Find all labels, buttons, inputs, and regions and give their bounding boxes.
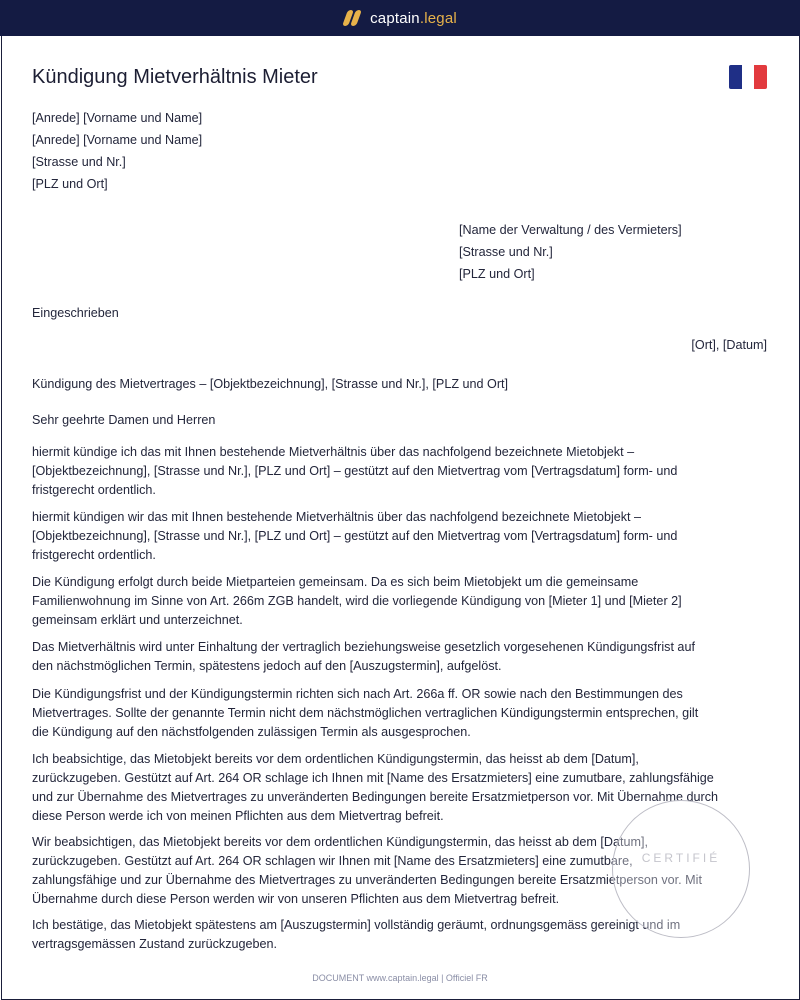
- shipping-method: Eingeschrieben: [32, 306, 119, 320]
- paragraph-line: zurückzugeben. Gestützt auf Art. 264 OR schlage ich Ihnen mit [Name des Ersatzmieters] eine zumutbare, zahlungsfähige: [32, 771, 714, 785]
- recipient-line: [Name der Verwaltung / des Vermieters]: [459, 223, 682, 237]
- sender-line: [Anrede] [Vorname und Name]: [32, 133, 203, 147]
- paragraph-line: vertragsgemässen Zustand zurückzugeben.: [32, 937, 278, 951]
- paragraph-line: Die Kündigungsfrist und der Kündigungstermin richten sich nach Art. 266a ff. OR sowie nach den Bestimmungen des: [32, 687, 683, 701]
- salutation: Sehr geehrte Damen und Herren: [32, 413, 216, 427]
- paragraph-line: diese Person werde ich von meinen Pflichten aus dem Mietvertrag befreit.: [32, 809, 444, 823]
- paragraph-line: die Kündigung auf den nächstfolgenden zulässigen Termin als ausgesprochen.: [32, 725, 471, 739]
- stamp-text: CERTIFIÉ: [641, 851, 721, 865]
- paragraph-line: Ich bestätige, das Mietobjekt spätestens am [Auszugstermin] vollständig geräumt, ordnungsgemäss gereinigt und im: [32, 918, 681, 932]
- paragraph-line: Mietvertrages. Sollte der genannte Termin nicht dem nächstmöglichen vertraglichen Kündigungstermin entsprechen, gilt: [32, 706, 699, 720]
- body-paragraph: [32, 508, 768, 565]
- paragraph-line: hiermit kündige ich das mit Ihnen bestehende Mietverhältnis über das nachfolgend bezeichnete Mietobjekt –: [32, 445, 635, 459]
- document-title: Kündigung Mietverhältnis Mieter: [32, 66, 318, 88]
- brand-tld: .legal: [419, 9, 457, 27]
- body-paragraph: [32, 443, 768, 500]
- paragraph-line: Wir beabsichtigen, das Mietobjekt bereits vor dem ordentlichen Kündigungstermin, das heisst ab dem [Datum],: [32, 835, 649, 849]
- recipient-line: [Strasse und Nr.]: [459, 245, 553, 259]
- paragraph-line: fristgerecht ordentlich.: [32, 483, 156, 497]
- certified-stamp: [612, 800, 750, 938]
- paragraph-line: [Objektbezeichnung], [Strasse und Nr.], [PLZ und Ort] – gestützt auf den Mietvertrag vom [Vertragsdatum] form- und: [32, 529, 678, 543]
- paragraph-line: Das Mietverhältnis wird unter Einhaltung der vertraglich beziehungsweise gesetzlich vorgesehenen Kündigungsfrist auf: [32, 640, 695, 654]
- paragraph-line: gemeinsam erklärt und unterzeichnet.: [32, 613, 243, 627]
- paragraph-line: hiermit kündigen wir das mit Ihnen bestehende Mietverhältnis über das nachfolgend bezeichnete Mietobjekt –: [32, 510, 642, 524]
- paragraph-line: fristgerecht ordentlich.: [32, 548, 156, 562]
- paragraph-line: zurückzugeben. Gestützt auf Art. 264 OR schlagen wir Ihnen mit [Name des Ersatzmieters] eine zumutbare,: [32, 854, 633, 868]
- france-flag-icon: [729, 65, 767, 89]
- brand[interactable]: [343, 10, 457, 27]
- body-paragraph: [32, 638, 768, 676]
- paragraph-line: Ich beabsichtige, das Mietobjekt bereits vor dem ordentlichen Kündigungstermin, das heisst ab dem [Datum],: [32, 752, 639, 766]
- paragraph-line: Familienwohnung im Sinne von Art. 266m ZGB handelt, wird die vorliegende Kündigung von [Mieter 1] und [Mieter 2]: [32, 594, 682, 608]
- brand-wordmark: [370, 10, 457, 27]
- body-paragraph: [32, 573, 768, 630]
- sender-line: [PLZ und Ort]: [32, 177, 108, 191]
- top-bar: [0, 0, 800, 36]
- paragraph-line: Die Kündigung erfolgt durch beide Mietparteien gemeinsam. Da es sich beim Mietobjekt um die gemeinsame: [32, 575, 639, 589]
- paragraph-line: und zur Übernahme des Mietvertrages zu unveränderten Bedingungen bereite Ersatzmietperson vor. Mit Übernahme durch: [32, 790, 719, 804]
- body-paragraph: [32, 685, 768, 742]
- paragraph-line: zahlungsfähige und zur Übernahme des Mietvertrages zu unveränderten Bedingungen bereite Ersatzmietperson vor. Mit: [32, 873, 702, 887]
- paragraph-line: den nächstmöglichen Termin, spätestens jedoch auf den [Auszugstermin], aufgelöst.: [32, 659, 502, 673]
- sender-line: [Anrede] [Vorname und Name]: [32, 111, 203, 125]
- sender-line: [Strasse und Nr.]: [32, 155, 126, 169]
- brand-name: captain: [370, 9, 420, 27]
- recipient-line: [PLZ und Ort]: [459, 267, 535, 281]
- paragraph-line: [Objektbezeichnung], [Strasse und Nr.], [PLZ und Ort] – gestützt auf den Mietvertrag vom [Vertragsdatum] form- und: [32, 464, 678, 478]
- subject-line: Kündigung des Mietvertrages – [Objektbezeichnung], [Strasse und Nr.], [PLZ und Ort]: [32, 377, 509, 391]
- footer-note: DOCUMENT www.captain.legal | Officiel FR: [312, 973, 488, 983]
- paragraph-line: Übernahme durch diese Person werden wir von unseren Pflichten aus dem Mietvertrag befreit.: [32, 892, 560, 906]
- place-date: [Ort], [Datum]: [691, 338, 767, 352]
- captain-logo-icon: [343, 10, 361, 26]
